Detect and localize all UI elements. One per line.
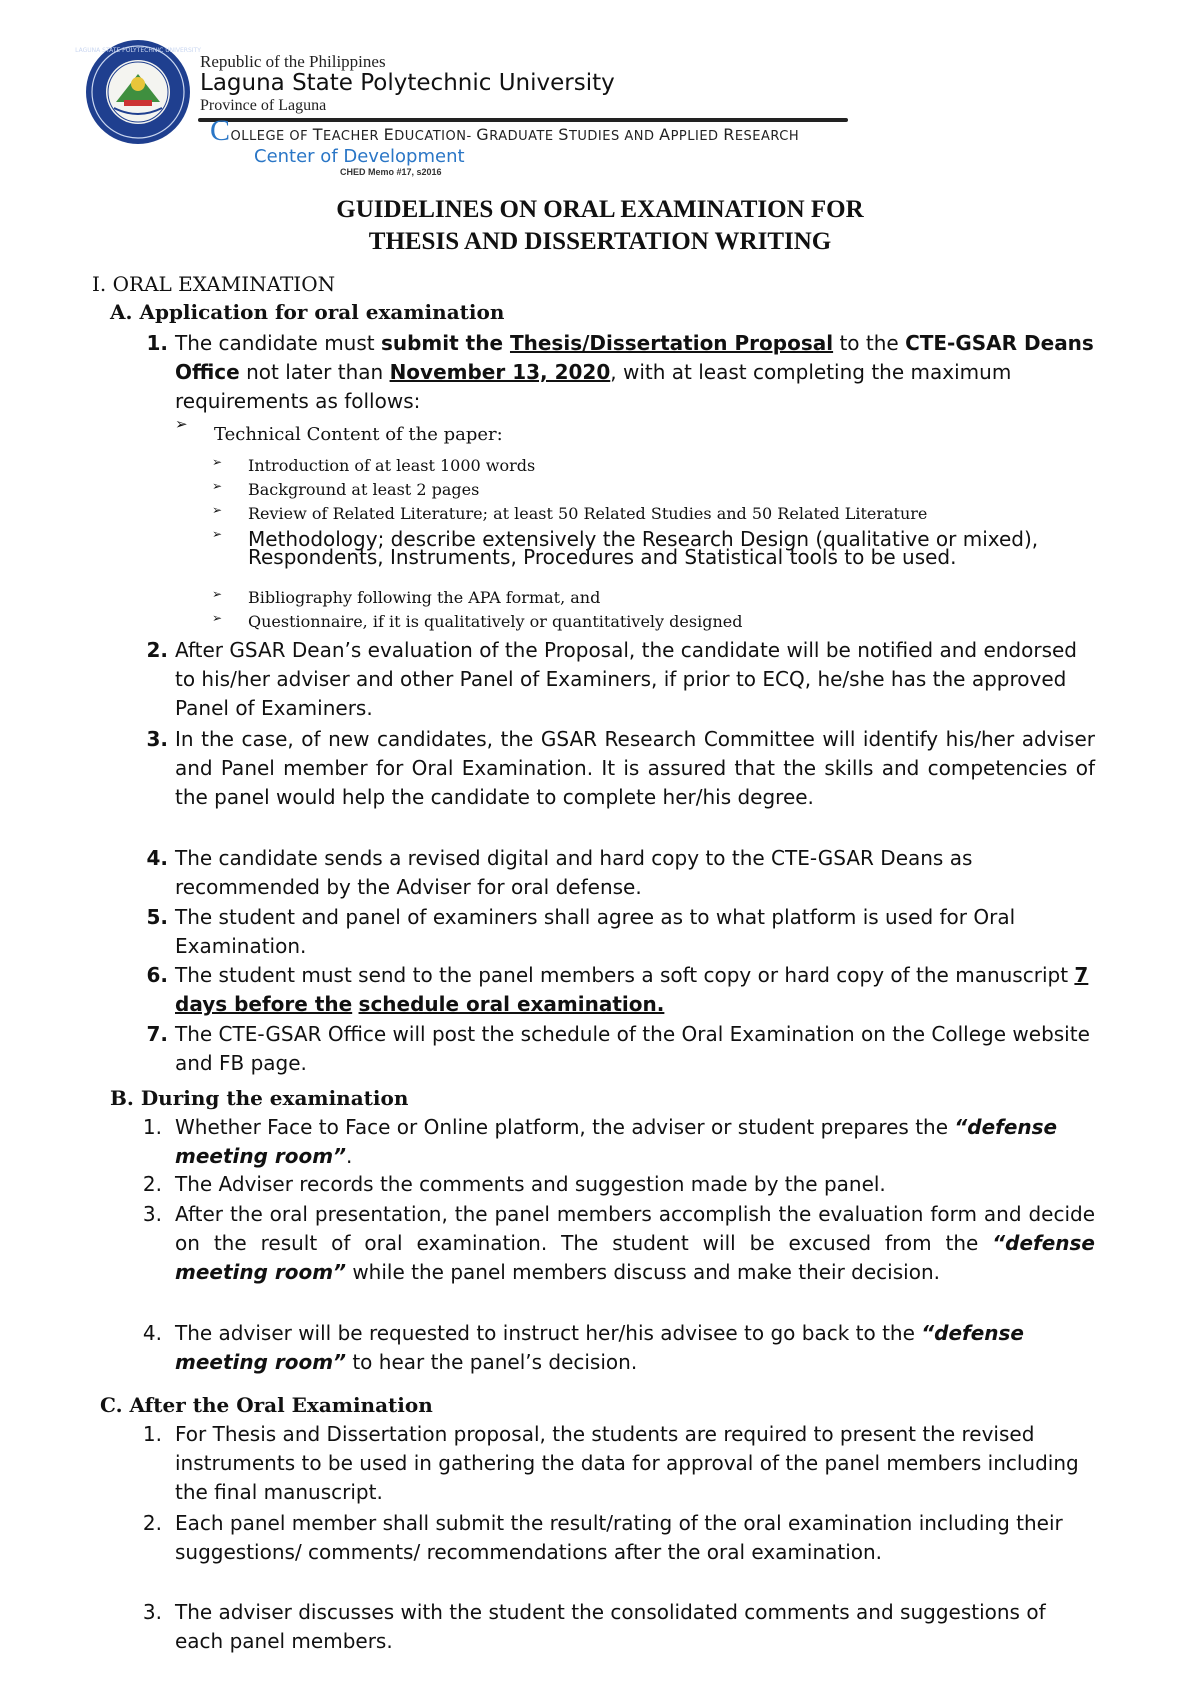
college-cap-a: A [659,125,671,144]
b-item-3-room: “defense meeting room” [175,1231,1095,1284]
b-item-3-end: while the panel members discuss and make their decision. [345,1260,940,1284]
c-item-1: For Thesis and Dissertation proposal, the students are required to present the revised instruments to be used in gathering the data for approval of the panel members including the final manuscript. [175,1422,1079,1504]
technical-arrow-icon: ➢ [175,415,188,433]
republic-text: Republic of the Philippines [200,52,386,71]
a-item-5: The student and panel of examiners shall agree as to what platform is used for Oral Examination. [175,905,1016,958]
college-cap-t: T [312,125,323,144]
tech-item-1: Introduction of at least 1000 words [248,456,536,475]
a-item-5-number: 5. [146,905,168,929]
bullet-6-icon: ➢ [212,611,223,625]
a-item-7-number: 7. [146,1022,168,1046]
bullet-2-icon: ➢ [212,479,223,493]
b-item-4 [175,1319,1095,1377]
university-name: Laguna State Polytechnic University [200,70,615,96]
document-title-line-1: GUIDELINES ON ORAL EXAMINATION FOR [336,196,864,223]
b-item-4-end: to hear the panel’s decision. [345,1350,638,1374]
college-name [210,114,799,148]
b-item-2-number: 2. [142,1172,162,1196]
a-item-1-number: 1. [146,331,168,355]
b-item-2: The Adviser records the comments and suggestion made by the panel. [175,1172,886,1196]
university-seal-icon [75,38,201,146]
c-item-2: Each panel member shall submit the result/rating of the oral examination including their suggestions/ comments/ recommendations after the oral examination. [175,1511,1063,1564]
subsection-c-heading: C. After the Oral Examination [100,1393,433,1417]
subsection-b-heading: B. During the examination [110,1086,409,1110]
tech-item-6: Questionnaire, if it is qualitatively or quantitatively designed [248,612,743,631]
bullet-5-icon: ➢ [212,587,223,601]
b-item-4-text: The adviser will be requested to instruct her/his advisee to go back to the [175,1321,922,1345]
b-item-3 [175,1200,1095,1287]
a-item-4-number: 4. [146,846,168,870]
tech-item-2: Background at least 2 pages [248,480,480,499]
college-cap-e: E [383,125,395,144]
center-of-development: Center of Development [254,146,465,167]
college-piece-5: TUDIES AND [568,129,660,144]
a-item-1-text-4: , with at least completing the maximum requirements as follows: [175,360,1012,413]
bullet-4-icon: ➢ [212,527,223,541]
document-title-line-2: THESIS AND DISSERTATION WRITING [368,228,832,255]
college-piece-2: EACHER [323,129,384,144]
c-item-3: The adviser discusses with the student the consolidated comments and suggestions of each panel members. [175,1600,1046,1653]
b-item-1-text: Whether Face to Face or Online platform, the adviser or student prepares the [175,1115,955,1139]
province-text: Province of Laguna [200,97,327,114]
college-cap-g: G [476,125,490,144]
section-heading: I. ORAL EXAMINATION [92,272,336,296]
college-initial: C [210,114,231,147]
a-item-2: After GSAR Dean’s evaluation of the Proposal, the candidate will be notified and endorsed to his/her adviser and other Panel of Examiners, if prior to ECQ, he/she has the approved Panel of Examiners. [175,638,1077,720]
tech-item-4: Methodology; describe extensively the Research Design (qualitative or mixed), Respondents, Instruments, Procedures and Statistical tools to be used. [248,527,1039,569]
b-item-4-number: 4. [142,1321,162,1345]
a-item-6-text: The student must send to the panel members a soft copy or hard copy of the manuscript [175,963,1075,987]
b-item-1-room: “defense meeting room” [175,1115,1058,1168]
a-item-1-text-2: to the [833,331,906,355]
college-piece-6: PPLIED [670,129,724,144]
a-item-6-schedule: schedule oral examination. [358,992,665,1016]
tech-item-5: Bibliography following the APA format, and [248,588,601,607]
college-piece-1: OLLEGE OF [230,129,313,144]
a-item-2-number: 2. [146,638,168,662]
c-item-1-number: 1. [142,1422,162,1446]
b-item-1-end: . [345,1144,353,1168]
b-item-1 [175,1113,1095,1171]
bullet-1-icon: ➢ [212,455,223,469]
tech-item-3: Review of Related Literature; at least 50 Related Studies and 50 Related Literature [248,504,928,523]
technical-heading: Technical Content of the paper: [214,424,503,445]
b-item-1-number: 1. [142,1115,162,1139]
a-item-6-days: 7 days before the [175,963,1089,1016]
a-item-7: The CTE-GSAR Office will post the schedule of the Oral Examination on the College website and FB page. [175,1022,1090,1075]
a-item-6-number: 6. [146,963,168,987]
a-item-1 [175,329,1095,416]
b-item-3-number: 3. [142,1202,162,1226]
subsection-a-heading: A. Application for oral examination [110,300,505,324]
college-piece-7: ESEARCH [734,129,800,144]
bullet-3-icon: ➢ [212,503,223,517]
a-item-1-proposal: Thesis/Dissertation Proposal [509,331,834,355]
a-item-1-office: CTE-GSAR Deans Office [175,331,1094,384]
a-item-4: The candidate sends a revised digital and hard copy to the CTE-GSAR Deans as recommended by the Adviser for oral defense. [175,846,973,899]
c-item-3-number: 3. [142,1600,162,1624]
college-piece-3: DUCATION- [394,129,477,144]
b-item-4-room: “defense meeting room” [175,1321,1024,1374]
a-item-6 [175,961,1095,1019]
ched-memo: CHED Memo #17, s2016 [340,167,442,177]
college-cap-s: S [558,125,569,144]
c-item-2-number: 2. [142,1511,162,1535]
seal-ring-text: LAGUNA STATE POLYTECHNIC UNIVERSITY [75,47,201,54]
a-item-1-deadline: November 13, 2020 [389,360,611,384]
a-item-1-bold: submit the [380,331,510,355]
a-item-1-text-3: not later than [239,360,390,384]
college-piece-4: RADUATE [489,129,559,144]
college-cap-r: R [723,125,735,144]
a-item-3-number: 3. [146,727,168,751]
b-item-3-text: After the oral presentation, the panel members accomplish the evaluation form and decide on the result of oral examination. The student will be excused from the [175,1202,1095,1255]
a-item-3: In the case, of new candidates, the GSAR Research Committee will identify his/her adviser and Panel member for Oral Examination. It is assured that the skills and competencies of the panel would help the candidate to complete her/his degree. [175,727,1095,809]
a-item-1-text: The candidate must [175,331,381,355]
